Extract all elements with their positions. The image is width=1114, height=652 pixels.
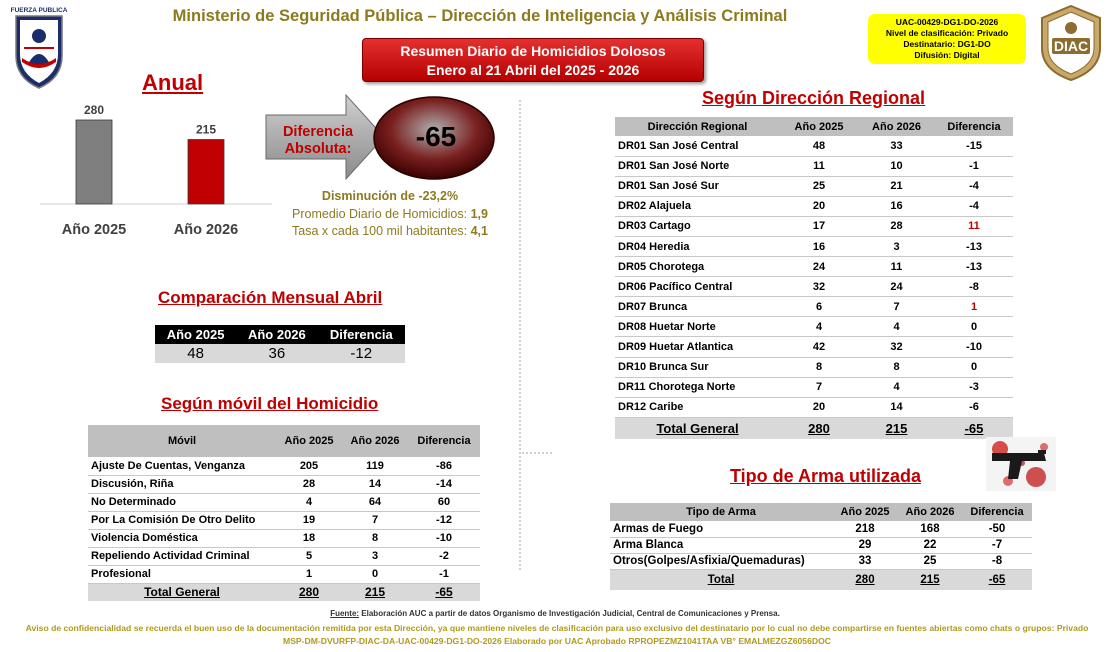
page-title: Ministerio de Seguridad Pública – Dirección de Inteligencia y Análisis Criminal [172, 7, 788, 25]
regional-cell: 4 [780, 317, 858, 337]
regional-cell: 16 [780, 236, 858, 256]
comparacion-value: 36 [236, 344, 317, 363]
movil-cell: 64 [342, 493, 408, 511]
anual-bar-chart [36, 92, 276, 242]
arma-row [610, 521, 1032, 537]
regional-cell: DR12 Caribe [615, 397, 780, 417]
regional-row [615, 136, 1013, 156]
arma-header: Año 2026 [898, 503, 962, 521]
movil-cell: 7 [342, 511, 408, 529]
category-label-0: Año 2025 [61, 222, 127, 238]
logo-right-text: DIAC [1053, 38, 1089, 54]
arma-cell: 218 [832, 521, 898, 537]
movil-cell: -14 [408, 475, 480, 493]
regional-total-value: 280 [808, 421, 830, 437]
movil-cell: Repeliendo Actividad Criminal [88, 547, 276, 565]
movil-total-cell [88, 583, 276, 601]
movil-total-value: 215 [364, 585, 386, 600]
movil-cell: 0 [342, 565, 408, 583]
regional-cell: DR07 Brunca [615, 297, 780, 317]
banner-period: Enero al 21 Abril del 2025 - 2026 [426, 62, 640, 78]
movil-cell: 8 [342, 529, 408, 547]
movil-total-cell [342, 583, 408, 601]
tasa-row [270, 223, 510, 241]
regional-cell: 17 [780, 216, 858, 236]
regional-row [615, 357, 1013, 377]
horizontal-divider [522, 452, 552, 454]
movil-cell: 205 [276, 457, 342, 475]
fuente-note [230, 609, 880, 618]
regional-row [615, 257, 1013, 277]
arma-total-value: Total [707, 573, 735, 586]
comparacion-table [155, 325, 405, 363]
regional-row [615, 176, 1013, 196]
comparacion-value: 48 [155, 344, 236, 363]
movil-header: Año 2025 [276, 425, 342, 457]
comparacion-header: Año 2026 [236, 325, 317, 344]
diferencia-label-line2: Absoluta: [284, 141, 352, 157]
diferencia-label-line1: Diferencia [282, 124, 354, 140]
regional-cell: DR02 Alajuela [615, 196, 780, 216]
arma-total-value: 215 [920, 573, 940, 586]
diferencia-label [272, 124, 364, 158]
comparacion-title: Comparación Mensual Abril [158, 288, 383, 307]
regional-total-cell [615, 417, 780, 439]
regional-cell: 32 [858, 337, 935, 357]
comparacion-header: Diferencia [318, 325, 406, 344]
classification-recipient: Destinatario: DG1-DO [903, 39, 991, 49]
regional-cell: -4 [935, 196, 1013, 216]
arma-total-value: 280 [855, 573, 875, 586]
regional-cell: 6 [780, 297, 858, 317]
arma-total-cell [898, 569, 962, 590]
arma-row [610, 553, 1032, 569]
regional-cell: 32 [780, 277, 858, 297]
regional-cell: 11 [935, 216, 1013, 236]
movil-cell: 60 [408, 493, 480, 511]
regional-cell: 1 [935, 297, 1013, 317]
regional-cell: 0 [935, 317, 1013, 337]
arma-header: Tipo de Arma [610, 503, 832, 521]
regional-cell: -3 [935, 377, 1013, 397]
tasa-value: 4,1 [470, 224, 488, 238]
regional-cell: -1 [935, 156, 1013, 176]
regional-total-value: 215 [885, 421, 908, 437]
movil-cell: -12 [408, 511, 480, 529]
regional-cell: DR10 Brunca Sur [615, 357, 780, 377]
regional-cell: -13 [935, 257, 1013, 277]
regional-table [615, 117, 1013, 439]
regional-cell: 7 [858, 297, 935, 317]
movil-row [88, 511, 480, 529]
movil-row [88, 547, 480, 565]
anual-stats [270, 188, 510, 241]
movil-total-cell [408, 583, 480, 601]
classification-level: Nivel de clasificación: Privado [885, 28, 1009, 38]
movil-cell: Violencia Doméstica [88, 529, 276, 547]
movil-cell: 5 [276, 547, 342, 565]
movil-cell: 18 [276, 529, 342, 547]
classification-box [868, 14, 1026, 64]
movil-cell: -1 [408, 565, 480, 583]
regional-cell: 3 [858, 236, 935, 256]
classification-code: UAC-00429-DG1-DO-2026 [895, 17, 999, 27]
movil-cell: -10 [408, 529, 480, 547]
regional-total-value: Total General [656, 421, 739, 437]
arma-cell: 168 [898, 521, 962, 537]
movil-total-value: Total General [144, 585, 220, 600]
arma-cell: Arma Blanca [610, 537, 832, 553]
regional-cell: -15 [935, 136, 1013, 156]
regional-cell: 48 [780, 136, 858, 156]
regional-row [615, 297, 1013, 317]
bar-value-label-1: 215 [195, 122, 217, 137]
regional-cell: 14 [858, 397, 935, 417]
regional-cell: 4 [858, 377, 935, 397]
regional-total-cell [780, 417, 858, 439]
regional-cell: 24 [858, 277, 935, 297]
regional-cell: 20 [780, 397, 858, 417]
regional-cell: DR01 San José Sur [615, 176, 780, 196]
category-label-1: Año 2026 [173, 222, 239, 238]
regional-cell: -10 [935, 337, 1013, 357]
arma-header: Año 2025 [832, 503, 898, 521]
arma-total-cell [962, 569, 1032, 590]
movil-total-value: -65 [435, 585, 453, 600]
movil-cell: Ajuste De Cuentas, Venganza [88, 457, 276, 475]
bar-1 [188, 140, 224, 205]
fuente-label: Fuente: [330, 609, 360, 618]
bar-value-label-0: 280 [83, 103, 105, 117]
arma-cell: -50 [962, 521, 1032, 537]
regional-row [615, 397, 1013, 417]
promedio-row [270, 206, 510, 224]
gun-icon [978, 433, 1064, 495]
banner-title: Resumen Diario de Homicidios Dolosos [400, 43, 666, 59]
regional-cell: DR01 San José Central [615, 136, 780, 156]
arma-cell: 29 [832, 537, 898, 553]
regional-cell: 11 [780, 156, 858, 176]
movil-row [88, 493, 480, 511]
tasa-label: Tasa x cada 100 mil habitantes: [292, 224, 471, 238]
regional-cell: -6 [935, 397, 1013, 417]
regional-cell: 10 [858, 156, 935, 176]
regional-cell: DR08 Huetar Norte [615, 317, 780, 337]
regional-row [615, 216, 1013, 236]
regional-total-value: -65 [964, 421, 984, 437]
arma-row [610, 537, 1032, 553]
arma-total-value: -65 [988, 573, 1006, 586]
movil-cell: 28 [276, 475, 342, 493]
movil-cell: 119 [342, 457, 408, 475]
movil-table [88, 425, 480, 601]
movil-cell: 19 [276, 511, 342, 529]
movil-row [88, 565, 480, 583]
regional-cell: -8 [935, 277, 1013, 297]
movil-total-row [88, 583, 480, 601]
movil-cell: Por La Comisión De Otro Delito [88, 511, 276, 529]
regional-cell: DR06 Pacífico Central [615, 277, 780, 297]
movil-header: Móvil [88, 425, 276, 457]
regional-cell: 0 [935, 357, 1013, 377]
regional-cell: 28 [858, 216, 935, 236]
regional-cell: DR09 Huetar Atlantica [615, 337, 780, 357]
disminucion-text: Disminución de -23,2% [321, 189, 459, 203]
movil-total-value: 280 [298, 585, 320, 600]
regional-cell: DR04 Heredia [615, 236, 780, 256]
regional-total-cell [858, 417, 935, 439]
arma-cell: Armas de Fuego [610, 521, 832, 537]
regional-cell: DR03 Cartago [615, 216, 780, 236]
comparacion-value: -12 [318, 344, 406, 363]
fuente-text: Elaboración AUC a partir de datos Organismo de Investigación Judicial, Central de Comunicaciones y Prensa. [359, 609, 780, 618]
movil-header: Diferencia [408, 425, 480, 457]
arma-header: Diferencia [962, 503, 1032, 521]
anual-title: Anual [142, 70, 204, 95]
movil-cell: Discusión, Riña [88, 475, 276, 493]
movil-row [88, 475, 480, 493]
movil-total-cell [276, 583, 342, 601]
logo-left-text: FUERZA PUBLICA [10, 7, 68, 14]
movil-cell: 4 [276, 493, 342, 511]
regional-cell: DR11 Chorotega Norte [615, 377, 780, 397]
arma-title: Tipo de Arma utilizada [730, 466, 922, 486]
movil-cell: No Determinado [88, 493, 276, 511]
regional-cell: -4 [935, 176, 1013, 196]
regional-cell: 8 [780, 357, 858, 377]
bar-0 [76, 120, 112, 204]
regional-total-row [615, 417, 1013, 439]
arma-total-row [610, 569, 1032, 590]
movil-row [88, 457, 480, 475]
regional-cell: 24 [780, 257, 858, 277]
arma-total-cell [610, 569, 832, 590]
confidentiality-notice: Aviso de confidencialidad se recuerda el buen uso de la documentación remitida por esta Dirección, ya que mantiene niveles de clasificación para uso exclusivo del destinatario por lo cual no debe compartirse en fuentes abiertas como chats o grupos: Privado MSP-DM-DVURFP-DIAC-DA-UAC-00429-DG1-DO-2026 Elaborado por UAC Aprobado RPROPEZMZ1041TAA VB° EMALMEZGZ6056DOC [25, 623, 1089, 646]
regional-header: Diferencia [935, 117, 1013, 136]
classification-diffusion: Difusión: Digital [914, 50, 980, 60]
regional-cell: 33 [858, 136, 935, 156]
regional-row [615, 196, 1013, 216]
movil-title: Según móvil del Homicidio [161, 394, 379, 413]
movil-cell: 14 [342, 475, 408, 493]
movil-cell: -86 [408, 457, 480, 475]
regional-title: Según Dirección Regional [702, 88, 926, 108]
regional-cell: 21 [858, 176, 935, 196]
arma-cell: -8 [962, 553, 1032, 569]
regional-row [615, 377, 1013, 397]
regional-cell: 20 [780, 196, 858, 216]
regional-cell: 25 [780, 176, 858, 196]
movil-cell: 1 [276, 565, 342, 583]
arma-total-cell [832, 569, 898, 590]
movil-cell: Profesional [88, 565, 276, 583]
regional-cell: 42 [780, 337, 858, 357]
regional-row [615, 317, 1013, 337]
fuerza-publica-logo [8, 4, 70, 90]
regional-cell: DR05 Chorotega [615, 257, 780, 277]
movil-header: Año 2026 [342, 425, 408, 457]
regional-header: Año 2026 [858, 117, 935, 136]
arma-cell: 25 [898, 553, 962, 569]
arma-cell: Otros(Golpes/Asfixia/Quemaduras) [610, 553, 832, 569]
promedio-label: Promedio Diario de Homicidios: [292, 206, 471, 221]
regional-cell: 4 [858, 317, 935, 337]
regional-cell: DR01 San José Norte [615, 156, 780, 176]
arma-cell: -7 [962, 537, 1032, 553]
regional-cell: 16 [858, 196, 935, 216]
regional-row [615, 337, 1013, 357]
regional-cell: -13 [935, 236, 1013, 256]
diac-logo [1038, 4, 1104, 82]
comparacion-header: Año 2025 [155, 325, 236, 344]
regional-row [615, 236, 1013, 256]
movil-cell: 3 [342, 547, 408, 565]
vertical-divider [519, 100, 521, 570]
regional-cell: 11 [858, 257, 935, 277]
regional-header: Año 2025 [780, 117, 858, 136]
arma-table [610, 503, 1032, 590]
diferencia-value: -65 [415, 121, 457, 152]
movil-row [88, 529, 480, 547]
arma-cell: 22 [898, 537, 962, 553]
regional-header: Dirección Regional [615, 117, 780, 136]
regional-cell: 8 [858, 357, 935, 377]
report-banner [362, 38, 704, 82]
arma-cell: 33 [832, 553, 898, 569]
regional-row [615, 156, 1013, 176]
movil-cell: -2 [408, 547, 480, 565]
regional-cell: 7 [780, 377, 858, 397]
promedio-value: 1,9 [470, 206, 488, 221]
regional-row [615, 277, 1013, 297]
